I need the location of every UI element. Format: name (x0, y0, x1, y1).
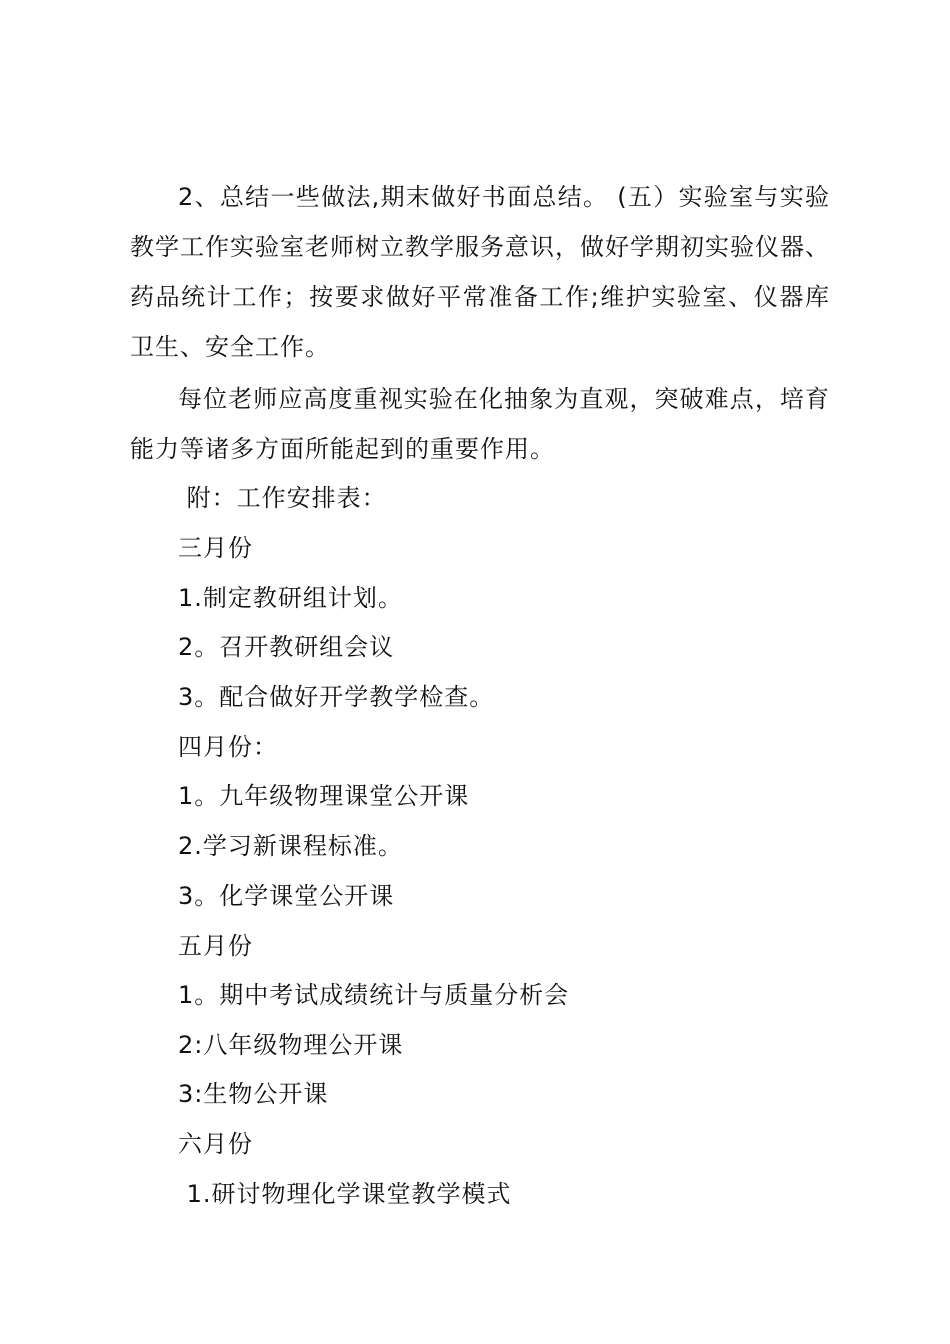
month-heading-april: 四月份： (178, 733, 278, 761)
paragraph-lab-work: 2、总结一些做法,期末做好书面总结。 (五）实验室与实验教学工作实验室老师树立教学服务意识，做好学期初实验仪器、药品统计工作；按要求做好平常准备工作;维护实验室、仪器库卫生、安全工作。 (130, 183, 830, 361)
list-item: 3。配合做好开学教学检查。 (178, 683, 495, 711)
month-heading-june: 六月份 (178, 1130, 253, 1158)
list-item: 2:八年级物理公开课 (178, 1031, 404, 1059)
paragraph-experiment-importance: 每位老师应高度重视实验在化抽象为直观，突破难点，培育能力等诸多方面所能起到的重要作用。 (130, 385, 830, 463)
list-item: 1。九年级物理课堂公开课 (178, 782, 470, 810)
list-item: 2。召开教研组会议 (178, 633, 395, 661)
month-heading-may: 五月份 (178, 932, 253, 960)
list-item: 1。期中考试成绩统计与质量分析会 (178, 981, 570, 1009)
month-heading-march: 三月份 (178, 534, 253, 562)
list-item: 1.研讨物理化学课堂教学模式 (178, 1180, 512, 1208)
list-item: 2.学习新课程标准。 (178, 832, 403, 860)
list-item: 1.制定教研组计划。 (178, 584, 403, 612)
list-item: 3。化学课堂公开课 (178, 882, 395, 910)
list-item: 3:生物公开课 (178, 1080, 329, 1108)
schedule-title: 附：工作安排表： (178, 484, 387, 512)
